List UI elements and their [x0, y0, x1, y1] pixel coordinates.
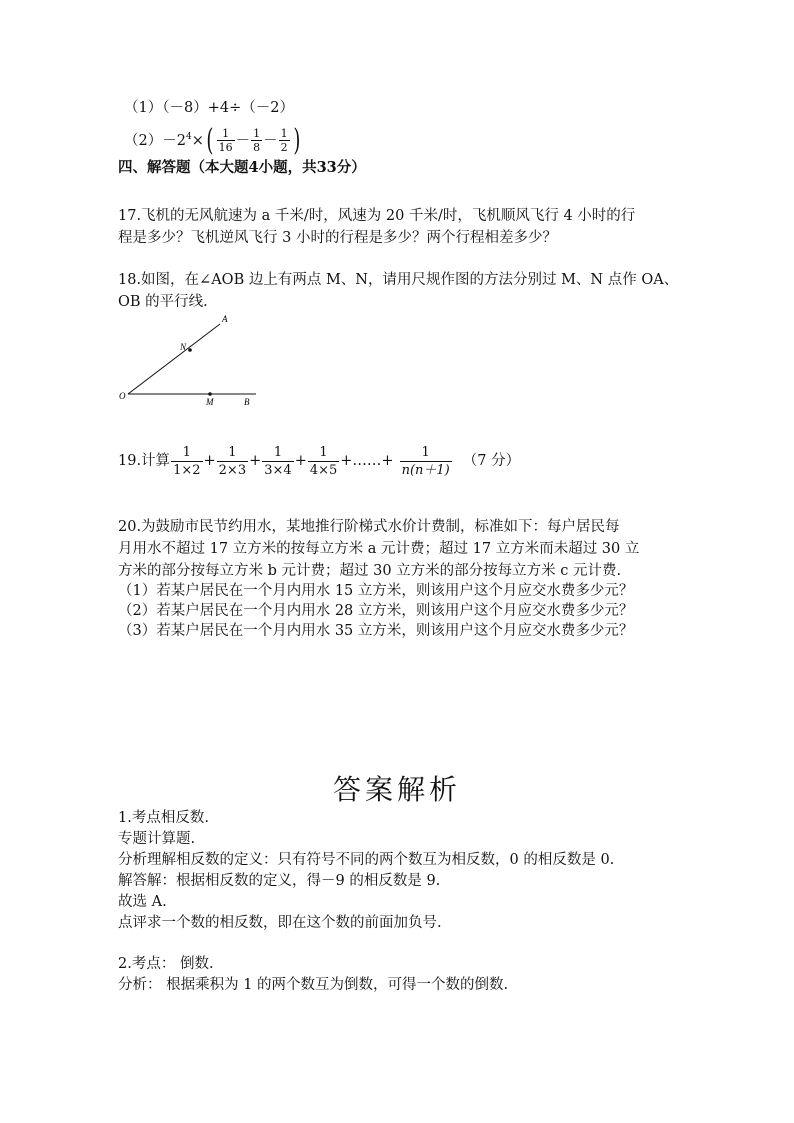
q20-sub2: （2）若某户居民在一个月内用水 28 立方米，则该用户这个月应交水费多少元？: [118, 603, 634, 619]
q19-expression: [118, 440, 520, 482]
q20-sub3: （3）若某户居民在一个月内用水 35 立方米，则该用户这个月应交水费多少元？: [118, 623, 634, 639]
q17-line2: 程是多少？飞机逆风飞行 3 小时的行程是多少？两个行程相差多少？: [118, 230, 557, 246]
plus-sign: +: [203, 453, 216, 469]
right-paren: ): [292, 122, 300, 158]
label-n: N: [180, 342, 187, 352]
answer-1-line: 故选 A.: [118, 894, 167, 910]
minus-sign: －: [263, 132, 278, 149]
answers-title: 答案解析: [332, 773, 461, 806]
ellipsis: +……+: [340, 453, 394, 469]
plus-sign: +: [294, 453, 307, 469]
answer-1-line: 解答解：根据相反数的定义，得－9 的相反数是 9.: [118, 873, 441, 889]
answer-2-line: 分析： 根据乘积为 1 的两个数互为倒数，可得一个数的倒数.: [118, 977, 509, 993]
q19-prefix: 19.计算: [118, 453, 171, 469]
calc-item-2-prefix: （2）: [124, 132, 163, 149]
plus-sign: +: [249, 453, 262, 469]
q19-last-term: $\frac{1}{n(n+1)}$: [401, 444, 450, 478]
calc-item-2-exponent: 4: [185, 132, 192, 142]
q20-line2: 月用水不超过 17 立方米的按每立方米 a 元计费；超过 17 立方米而未超过 30 立: [118, 541, 640, 557]
answer-1-line: 分析理解相反数的定义：只有符号不同的两个数互为相反数，0 的相反数是 0.: [118, 852, 615, 868]
ray-oa: [128, 324, 220, 394]
label-b: B: [244, 397, 250, 407]
answer-1-line: 专题计算题.: [118, 831, 196, 847]
left-paren: (: [206, 122, 214, 158]
calc-item-1: （1）（－8）+4÷（－2）: [124, 100, 294, 116]
q19-term: $\frac{1}{3\times 4}$: [264, 444, 292, 478]
q19-term: $\frac{1}{4\times 5}$: [309, 444, 338, 478]
minus-sign: －: [235, 132, 251, 149]
label-m: M: [206, 397, 214, 407]
q19-term: $\frac{1}{1\times 2}$: [173, 444, 201, 478]
point-m: [208, 392, 212, 396]
q20-line1: 20.为鼓励市民节约用水，某地推行阶梯式水价计费制，标准如下：每户居民每: [118, 519, 620, 535]
angle-aob-figure: [110, 310, 270, 410]
answer-1-line: 点评求一个数的相反数，即在这个数的前面加负号.: [118, 915, 442, 931]
calc-item-2-lead: －2: [162, 132, 186, 149]
fraction: $\frac{1}{2}$: [280, 127, 288, 155]
fraction: $\frac{1}{8}$: [253, 127, 261, 155]
answer-2-line: 2.考点： 倒数.: [118, 956, 214, 972]
q20-line3: 方米的部分按每立方米 b 元计费；超过 30 立方米的部分按每立方米 c 元计费.: [118, 563, 622, 579]
q17-line1: 17.飞机的无风航速为 a 千米/时，风速为 20 千米/时，飞机顺风飞行 4 小时的行: [118, 208, 636, 224]
fraction: $\frac{1}{16}$: [218, 127, 233, 155]
calc-item-2: [124, 122, 302, 156]
q18-line2: OB 的平行线.: [118, 294, 208, 310]
point-n: [188, 348, 192, 352]
q18-line1: 18.如图，在∠AOB 边上有两点 M、N，请用尺规作图的方法分别过 M、N 点作 OA、: [118, 272, 679, 288]
q19-score: （7 分）: [462, 453, 521, 469]
label-a: A: [222, 314, 228, 324]
q20-sub1: （1）若某户居民在一个月内用水 15 立方米，则该用户这个月应交水费多少元？: [118, 583, 634, 599]
q19-term: $\frac{1}{2\times 3}$: [218, 444, 247, 478]
calc-item-2-times: ×: [191, 132, 204, 149]
section-4-heading: 四、解答题（本大题4小题，共33分）: [118, 159, 366, 176]
answer-1-line: 1.考点相反数.: [118, 810, 209, 826]
label-o: O: [119, 391, 126, 401]
